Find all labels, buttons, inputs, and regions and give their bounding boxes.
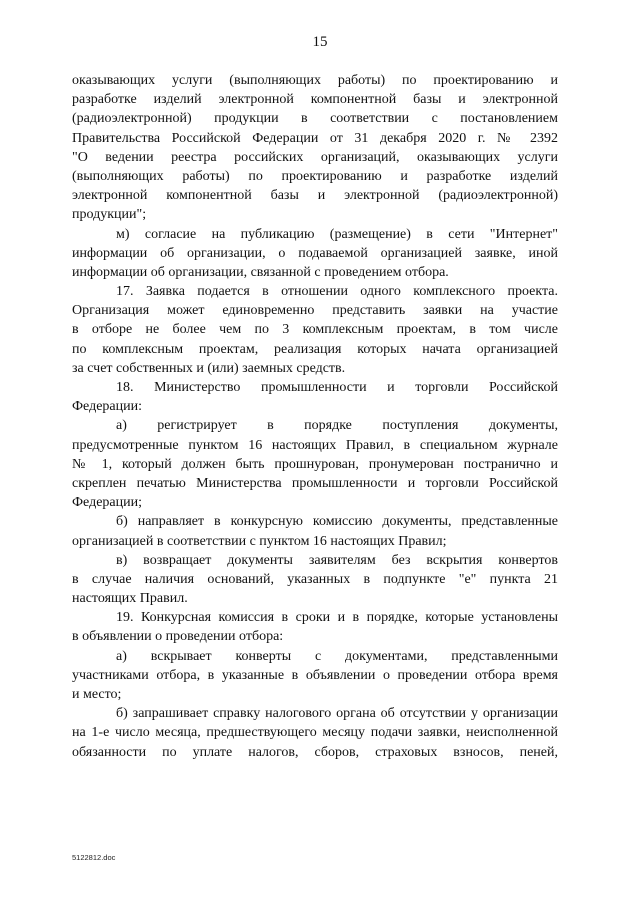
text-line: 19. Конкурсная комиссия в сроки и в порядке, которые установлены: [116, 610, 558, 626]
text-line: настоящих Правил.: [72, 591, 188, 607]
text-line: (радиоэлектронной) продукции в соответствии с постановлением: [72, 111, 558, 127]
text-line: информации об организации, связанной с проведением отбора.: [72, 264, 449, 280]
text-line: в) возвращает документы заявителям без вскрытия конвертов: [116, 552, 558, 568]
text-line: в отборе не более чем по 3 комплексным проектам, в том числе: [72, 322, 558, 338]
text-line: информации об организации, о подаваемой организацией заявке, иной: [72, 245, 558, 261]
text-line: Федерации:: [72, 399, 143, 415]
text-line: скреплен печатью Министерства промышленности и торговли Российской: [72, 475, 558, 491]
text-line: б) направляет в конкурсную комиссию документы, представленные: [116, 514, 558, 530]
text-line: Федерации;: [72, 495, 143, 511]
text-line: на 1-е число месяца, предшествующего месяцу подачи заявки, неисполненной: [72, 725, 558, 741]
text-line: обязанности по уплате налогов, сборов, страховых взносов, пеней,: [72, 744, 558, 760]
text-line: электронной компонентной базы и электронной (радиоэлектронной): [72, 188, 558, 204]
text-line: участниками отбора, в указанные в объявлении о проведении отбора время: [72, 667, 558, 683]
text-line: 18. Министерство промышленности и торговли Российской: [116, 380, 558, 395]
text-line: предусмотренные пунктом 16 настоящих Правил, в специальном журнале: [72, 437, 558, 453]
text-line: 17. Заявка подается в отношении одного комплексного проекта.: [116, 284, 558, 300]
text-line: м) согласие на публикацию (размещение) в сети "Интернет": [116, 226, 558, 242]
text-line: по комплексным проектам, реализация которых начата организацией: [72, 341, 558, 357]
body-text: [72, 71, 558, 762]
text-line: "О ведении реестра российских организаций, оказывающих услуги: [72, 149, 558, 165]
text-line: № 1, который должен быть прошнурован, пронумерован постранично и: [72, 456, 558, 472]
text-line: разработке изделий электронной компонентной базы и электронной: [72, 92, 558, 108]
text-line: б) запрашивает справку налогового органа об отсутствии у организации: [116, 706, 558, 722]
page-number: 15: [312, 34, 328, 50]
text-line: а) вскрывает конверты с документами, представленными: [116, 648, 558, 664]
text-line: за счет собственных и (или) заемных средств.: [72, 360, 346, 376]
text-line: (выполняющих работы) по проектированию и разработке изделий: [72, 168, 558, 184]
text-line: Организация может единовременно представить заявки на участие: [72, 303, 558, 319]
text-line: в случае наличия оснований, указанных в подпункте "е" пункта 21: [72, 571, 558, 587]
text-line: продукции";: [72, 207, 147, 223]
text-line: оказывающих услуги (выполняющих работы) по проектированию и: [72, 73, 558, 88]
file-name-footer: 5122812.doc: [72, 853, 116, 862]
text-line: и место;: [72, 687, 122, 702]
text-line: в объявлении о проведении отбора:: [72, 629, 284, 645]
text-line: организацией в соответствии с пунктом 16 настоящих Правил;: [72, 533, 447, 549]
text-line: а) регистрирует в порядке поступления документы,: [116, 418, 558, 434]
text-line: Правительства Российской Федерации от 31 декабря 2020 г. № 2392: [72, 130, 558, 146]
